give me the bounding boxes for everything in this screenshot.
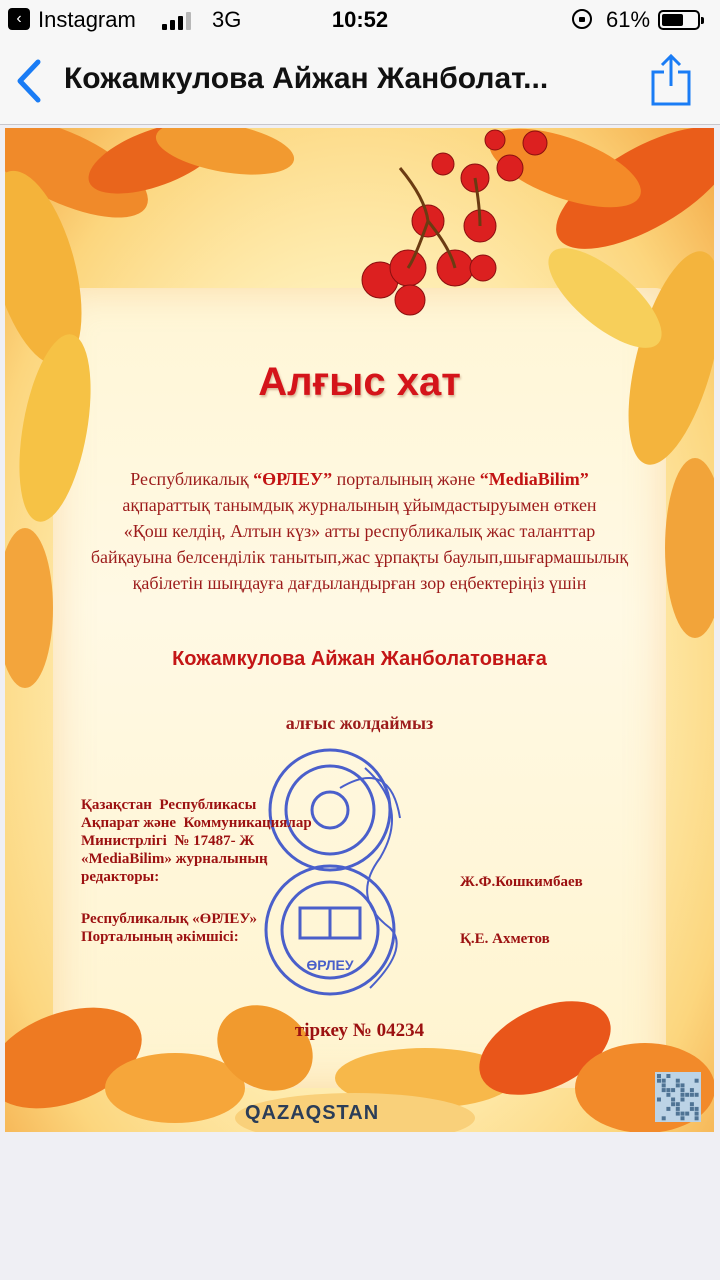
body-line-5: қабілетін шыңдауға дағдыландырған зор еңбектеріңіз үшін [132,573,587,593]
back-to-app-icon[interactable]: ‹ [8,8,30,30]
journal-name: “MediaBilim” [479,469,589,489]
body-line-4: байқауына белсенділік танытып,жас ұрпақты баулып,шығармашылық [90,547,629,567]
body-line-1-prefix: Республикалық [130,469,249,489]
brand-watermark: QAZAQSTAN [245,1102,380,1124]
signal-strength-icon [162,10,194,30]
share-icon[interactable] [648,52,694,108]
back-chevron-icon[interactable] [10,56,50,106]
thanks-line: алғыс жолдаймыз [285,713,434,733]
recipient-name: Кожамкулова Айжан Жанболатовнаға [172,648,547,670]
editor-signature-label: Қазақстан Республикасы Ақпарат және Коммуникациялар Министрлігі № 17487- Ж «MediaBilim» журналының редакторы: [81,797,312,885]
body-line-3: «Қош келдің, Алтын күз» атты республикалық жас таланттар [123,521,596,541]
registration-number: тіркеу № 04234 [294,1020,425,1041]
qr-code-icon [655,1072,701,1122]
battery-percent: 61% [606,7,651,32]
signal-bar [170,20,175,30]
portal-name: “ӨРЛЕУ” [253,469,333,489]
back-app-label[interactable]: Instagram [38,7,136,32]
admin-signature-label: Республикалық «ӨРЛЕУ» Порталының әкімшісі: [81,911,257,945]
certificate-body [65,466,654,596]
clock: 10:52 [331,7,389,32]
signal-bar [178,16,183,30]
empty-background [0,1132,720,1280]
admin-name: Қ.Е. Ахметов [460,931,550,947]
signal-bar [162,24,167,30]
nav-title: Кожамкулова Айжан Жанболат... [64,62,549,95]
battery-icon [658,10,700,30]
rotation-lock-icon [572,9,592,29]
signal-bar [186,12,191,30]
stamp-text: ӨРЛЕУ [306,957,354,973]
body-line-1-mid: порталының және [336,469,476,489]
editor-name: Ж.Ф.Кошкимбаев [460,874,583,890]
certificate-title: Алғыс хат [258,360,461,404]
network-type: 3G [212,7,242,32]
navigation-bar [0,40,720,125]
body-line-2: ақпараттық танымдық журналының ұйымдастыруымен өткен [122,495,597,515]
certificate-image[interactable] [5,128,714,1132]
status-bar [0,0,720,40]
